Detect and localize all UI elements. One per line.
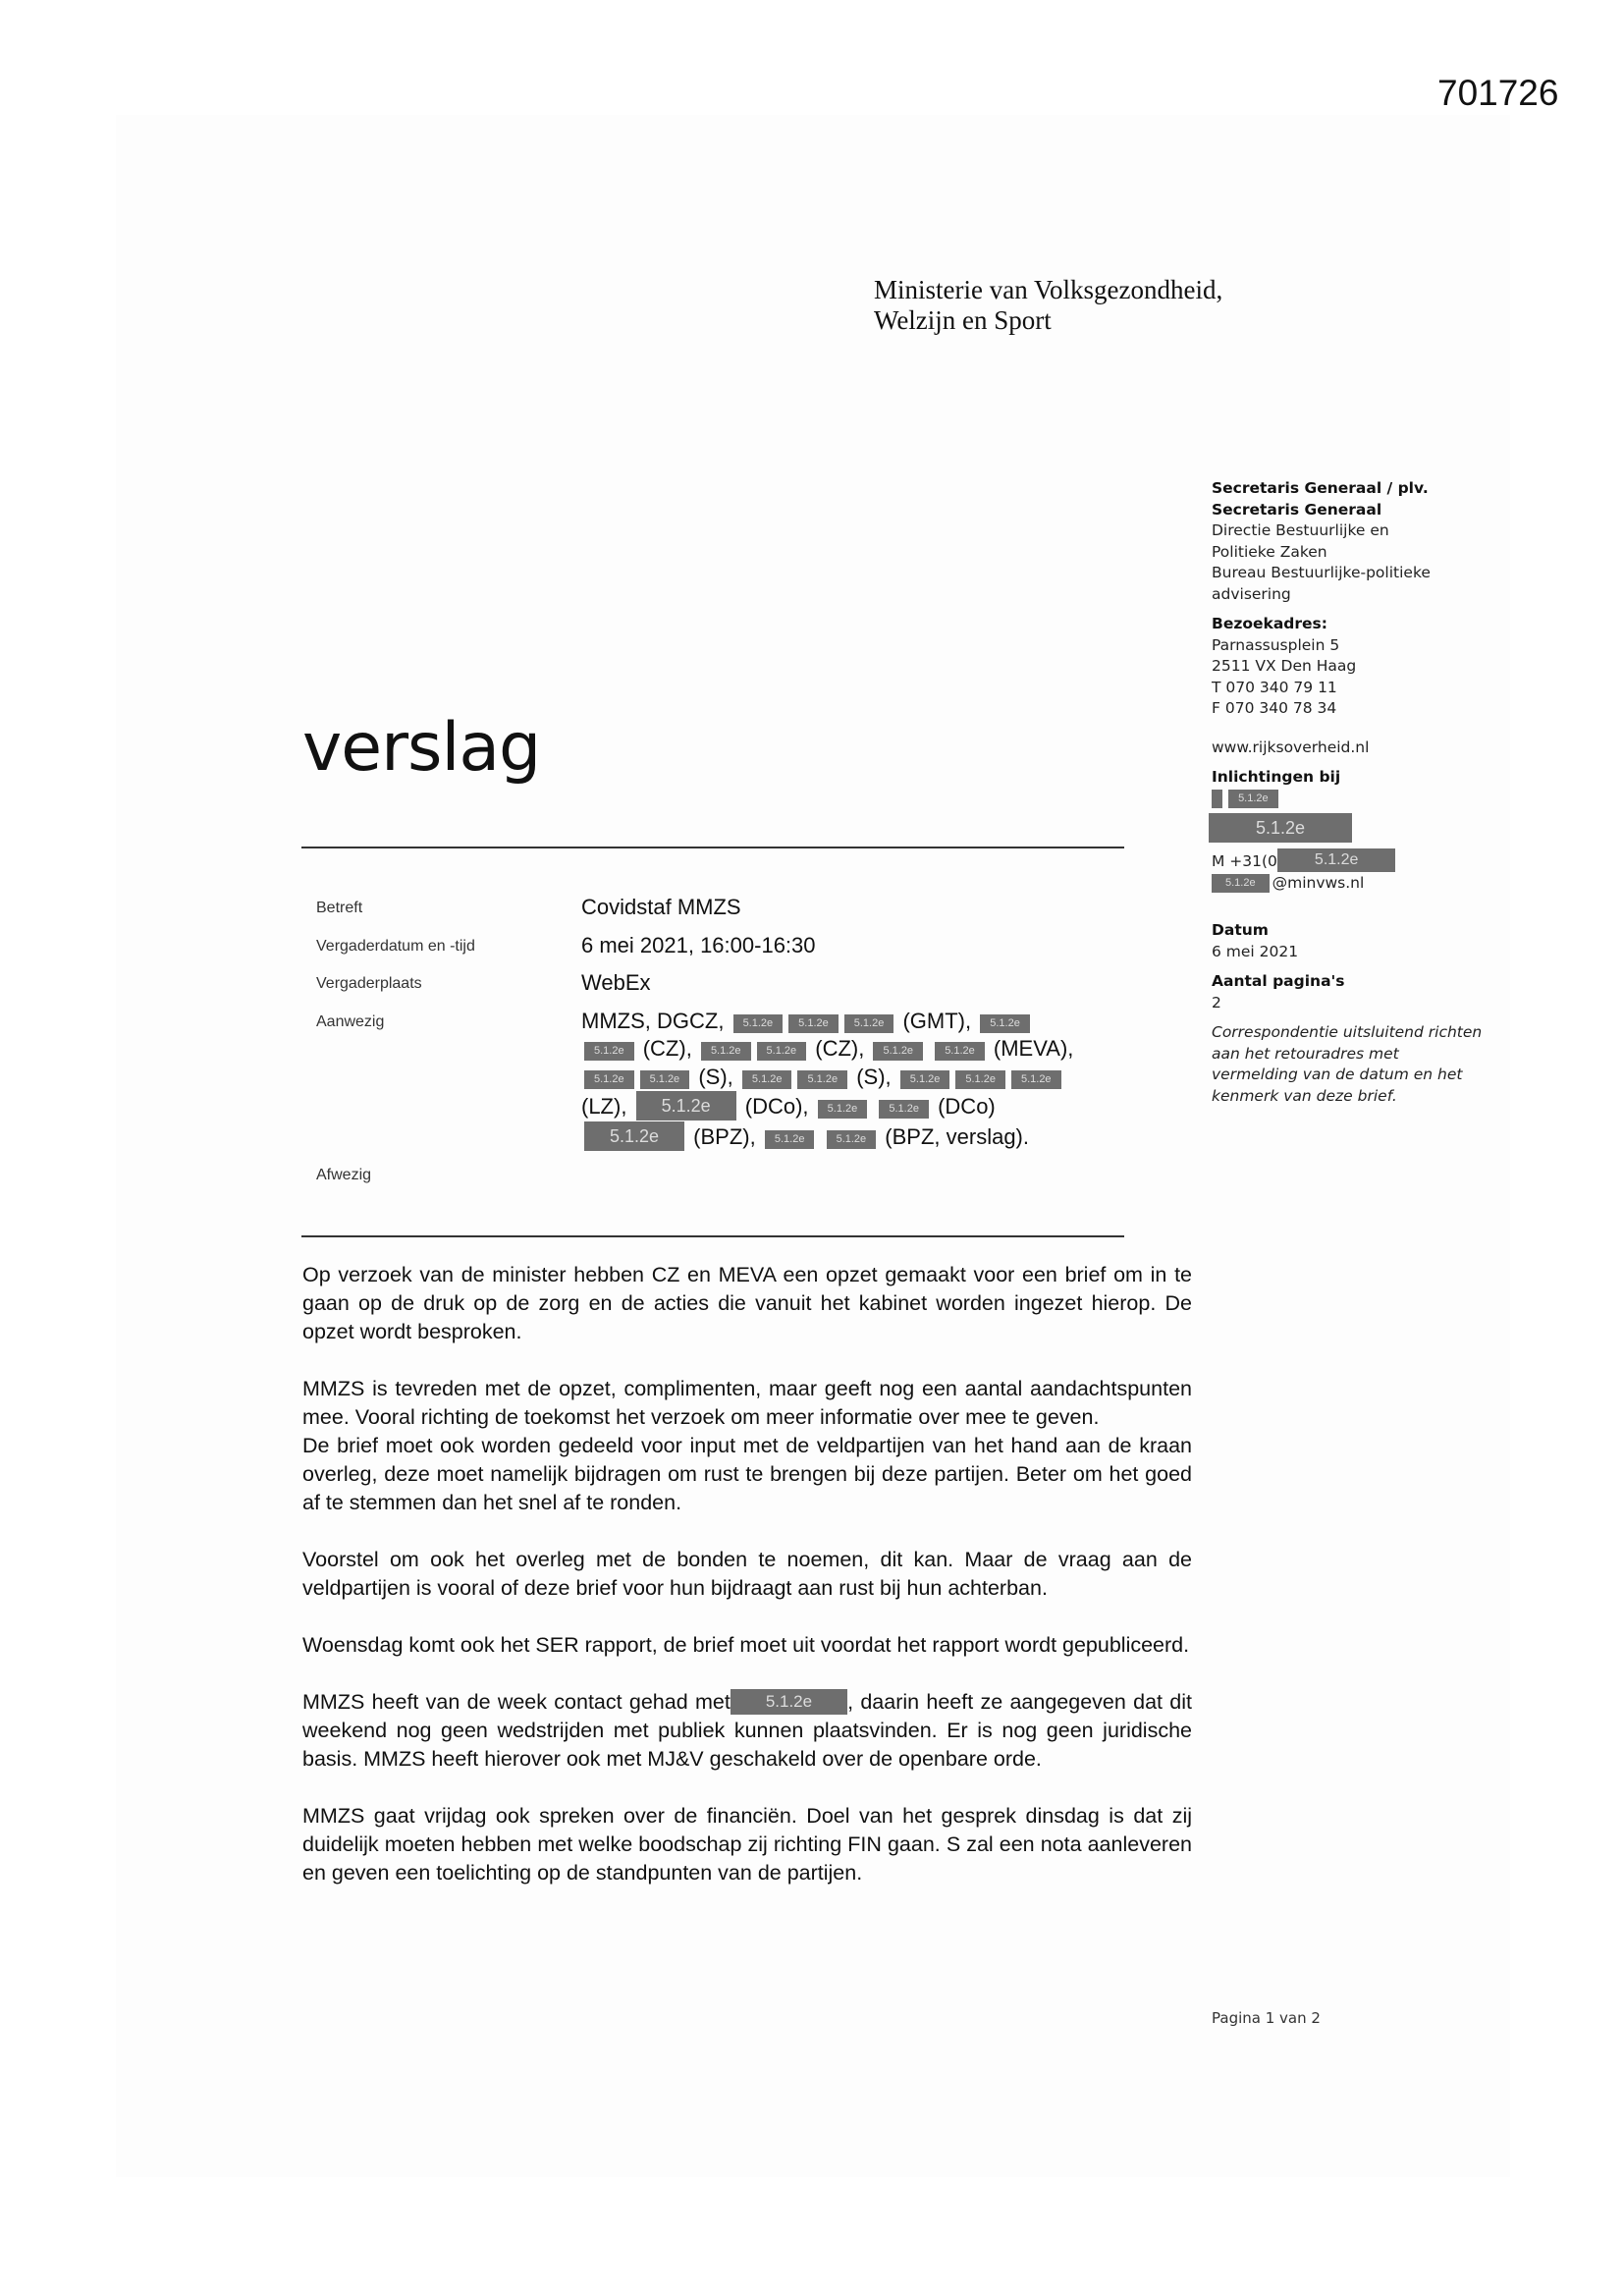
redaction: 5.1.2e bbox=[900, 1070, 950, 1089]
meeting-metadata bbox=[316, 894, 1131, 1194]
present-text: (BPZ, verslag). bbox=[885, 1123, 1029, 1149]
present-text: (GMT), bbox=[902, 1008, 972, 1033]
redaction: 5.1.2e bbox=[757, 1042, 807, 1061]
document-number: 701726 bbox=[1437, 73, 1559, 113]
redaction: 5.1.2e bbox=[1228, 790, 1278, 808]
dept-line-1: Secretaris Generaal / plv. bbox=[1212, 479, 1429, 497]
correspondence-note: Correspondentie uitsluitend richten aan het retouradres met vermelding van de datum en het kenmerk van deze brief. bbox=[1212, 1023, 1483, 1105]
present-text: (LZ), bbox=[581, 1094, 627, 1119]
present-text: MMZS, DGCZ, bbox=[581, 1008, 725, 1033]
paragraph: Op verzoek van de minister hebben CZ en MEVA een opzet gemaakt voor een brief om in te gaan op de druk op de zorg en de acties die vanuit het kabinet worden ingezet hierop. De opzet wordt besproken. bbox=[302, 1263, 1192, 1343]
dept-line: Bureau Bestuurlijke-politieke bbox=[1212, 564, 1431, 581]
present-text: (DCo), bbox=[744, 1094, 809, 1119]
meta-subject bbox=[316, 894, 1131, 922]
redaction: 5.1.2e bbox=[765, 1130, 815, 1149]
sender-sidebar bbox=[1212, 478, 1487, 1107]
mobile-line: M +31(0 5.1.2e bbox=[1212, 848, 1487, 873]
redaction: 5.1.2e bbox=[955, 1070, 1005, 1089]
address-line: Parnassusplein 5 bbox=[1212, 635, 1340, 654]
report-body bbox=[302, 1261, 1192, 1916]
datetime-value: 6 mei 2021, 16:00-16:30 bbox=[581, 932, 816, 957]
redaction: 5.1.2e bbox=[1209, 813, 1352, 843]
redaction: 5.1.2e bbox=[584, 1070, 634, 1089]
redaction: 5.1.2e bbox=[1212, 874, 1270, 893]
meta-place bbox=[316, 969, 1131, 998]
redaction: 5.1.2e bbox=[980, 1014, 1030, 1033]
ministry-line-1: Ministerie van Volksgezondheid, bbox=[874, 275, 1223, 304]
redaction: 5.1.2e bbox=[636, 1091, 736, 1121]
meta-present bbox=[316, 1008, 1131, 1152]
paragraph: Woensdag komt ook het SER rapport, de brief moet uit voordat het rapport wordt gepubliceerd. bbox=[302, 1633, 1190, 1657]
present-text: (S), bbox=[856, 1064, 892, 1089]
place-value: WebEx bbox=[581, 970, 651, 995]
redaction: 5.1.2e bbox=[879, 1100, 929, 1119]
website-link[interactable]: www.rijksoverheid.nl bbox=[1212, 738, 1370, 756]
contact-name bbox=[1212, 789, 1487, 810]
paragraph: De brief moet ook worden gedeeld voor input met de veldpartijen van het hand aan de kraan overleg, deze moet namelijk bijdragen om rust te brengen bij deze partijen. Beter om het goed af te stemmen dan het snel af te ronden. bbox=[302, 1434, 1192, 1514]
present-text: (MEVA), bbox=[993, 1036, 1074, 1061]
redaction: 5.1.2e bbox=[1011, 1070, 1061, 1089]
paragraph: MMZS gaat vrijdag ook spreken over de financiën. Doel van het gesprek dinsdag is dat zij duidelijk moeten hebben met welke boodschap zij richting FIN gaan. S zal een nota aanleveren en geven een toelichting op de standpunten van de partijen. bbox=[302, 1804, 1192, 1885]
redaction: 5.1.2e bbox=[788, 1014, 839, 1033]
present-text: (S), bbox=[698, 1064, 733, 1089]
redaction: 5.1.2e bbox=[584, 1042, 634, 1061]
page-indicator: Pagina 1 van 2 bbox=[1212, 2009, 1321, 2027]
redaction: 5.1.2e bbox=[818, 1100, 868, 1119]
redaction: 5.1.2e bbox=[797, 1070, 847, 1089]
dept-line: Politieke Zaken bbox=[1212, 542, 1327, 561]
date-label: Datum bbox=[1212, 921, 1269, 939]
present-text: (DCo) bbox=[938, 1094, 996, 1119]
meta-datetime bbox=[316, 932, 1131, 960]
date-value: 6 mei 2021 bbox=[1212, 942, 1299, 960]
dept-line: Directie Bestuurlijke en bbox=[1212, 521, 1389, 539]
present-list bbox=[581, 1008, 1092, 1152]
redaction: 5.1.2e bbox=[701, 1042, 751, 1061]
contact-title bbox=[1206, 813, 1487, 843]
redaction: 5.1.2e bbox=[640, 1070, 690, 1089]
divider-top bbox=[301, 847, 1124, 848]
absent-label: Afwezig bbox=[316, 1167, 372, 1183]
document-title: verslag bbox=[302, 709, 541, 787]
redaction: 5.1.2e bbox=[827, 1130, 877, 1149]
subject-label: Betreft bbox=[316, 900, 363, 916]
redaction: 5.1.2e bbox=[873, 1042, 923, 1061]
meta-absent bbox=[316, 1161, 1131, 1184]
address-line: 2511 VX Den Haag bbox=[1212, 657, 1357, 675]
present-text: (BPZ), bbox=[693, 1123, 756, 1149]
pages-label: Aantal pagina's bbox=[1212, 972, 1345, 990]
divider-bottom bbox=[301, 1235, 1124, 1237]
paragraph: MMZS is tevreden met de opzet, complimenten, maar geeft nog een aantal aandachtspunten mee. Vooral richting de toekomst het verzoek om meer informatie over mee te geven. bbox=[302, 1377, 1192, 1429]
ministry-logo-text bbox=[874, 275, 1222, 336]
absent-value bbox=[581, 1161, 1092, 1184]
subject-value: Covidstaf MMZS bbox=[581, 895, 741, 919]
info-label: Inlichtingen bij bbox=[1212, 768, 1341, 786]
redaction: 5.1.2e bbox=[1277, 848, 1395, 872]
redaction: 5.1.2e bbox=[733, 1014, 784, 1033]
redaction: 5.1.2e bbox=[742, 1070, 792, 1089]
present-label: Aanwezig bbox=[316, 1012, 385, 1030]
redaction: 5.1.2e bbox=[844, 1014, 894, 1033]
phone-line: T 070 340 79 11 bbox=[1212, 678, 1337, 696]
email-line: 5.1.2e @minvws.nl bbox=[1212, 873, 1487, 895]
dept-line-2: Secretaris Generaal bbox=[1212, 500, 1382, 519]
visit-address-label: Bezoekadres: bbox=[1212, 615, 1327, 632]
paragraph: MMZS heeft van de week contact gehad met 5.1.2e , daarin heeft ze aangegeven dat dit weekend nog geen wedstrijden met publiek kunnen plaatsvinden. Er is nog geen juridische basis. MMZS heeft hierover ook met MJ&V geschakeld over de openbare orde. bbox=[302, 1690, 1192, 1771]
redaction: 5.1.2e bbox=[935, 1042, 985, 1061]
present-text: (CZ), bbox=[642, 1036, 692, 1061]
fax-line: F 070 340 78 34 bbox=[1212, 699, 1337, 717]
dept-line: advisering bbox=[1212, 584, 1291, 603]
redaction: 5.1.2e bbox=[731, 1689, 847, 1715]
datetime-label: Vergaderdatum en -tijd bbox=[316, 937, 475, 955]
pages-value: 2 bbox=[1212, 993, 1221, 1011]
paragraph: Voorstel om ook het overleg met de bonden te noemen, dit kan. Maar de vraag aan de veldpartijen is vooral of deze brief voor hun bijdraagt aan rust bij hun achterban. bbox=[302, 1548, 1192, 1600]
place-label: Vergaderplaats bbox=[316, 975, 422, 992]
present-text: (CZ), bbox=[815, 1036, 865, 1061]
ministry-line-2: Welzijn en Sport bbox=[874, 305, 1052, 335]
redaction: 5.1.2e bbox=[584, 1121, 684, 1151]
